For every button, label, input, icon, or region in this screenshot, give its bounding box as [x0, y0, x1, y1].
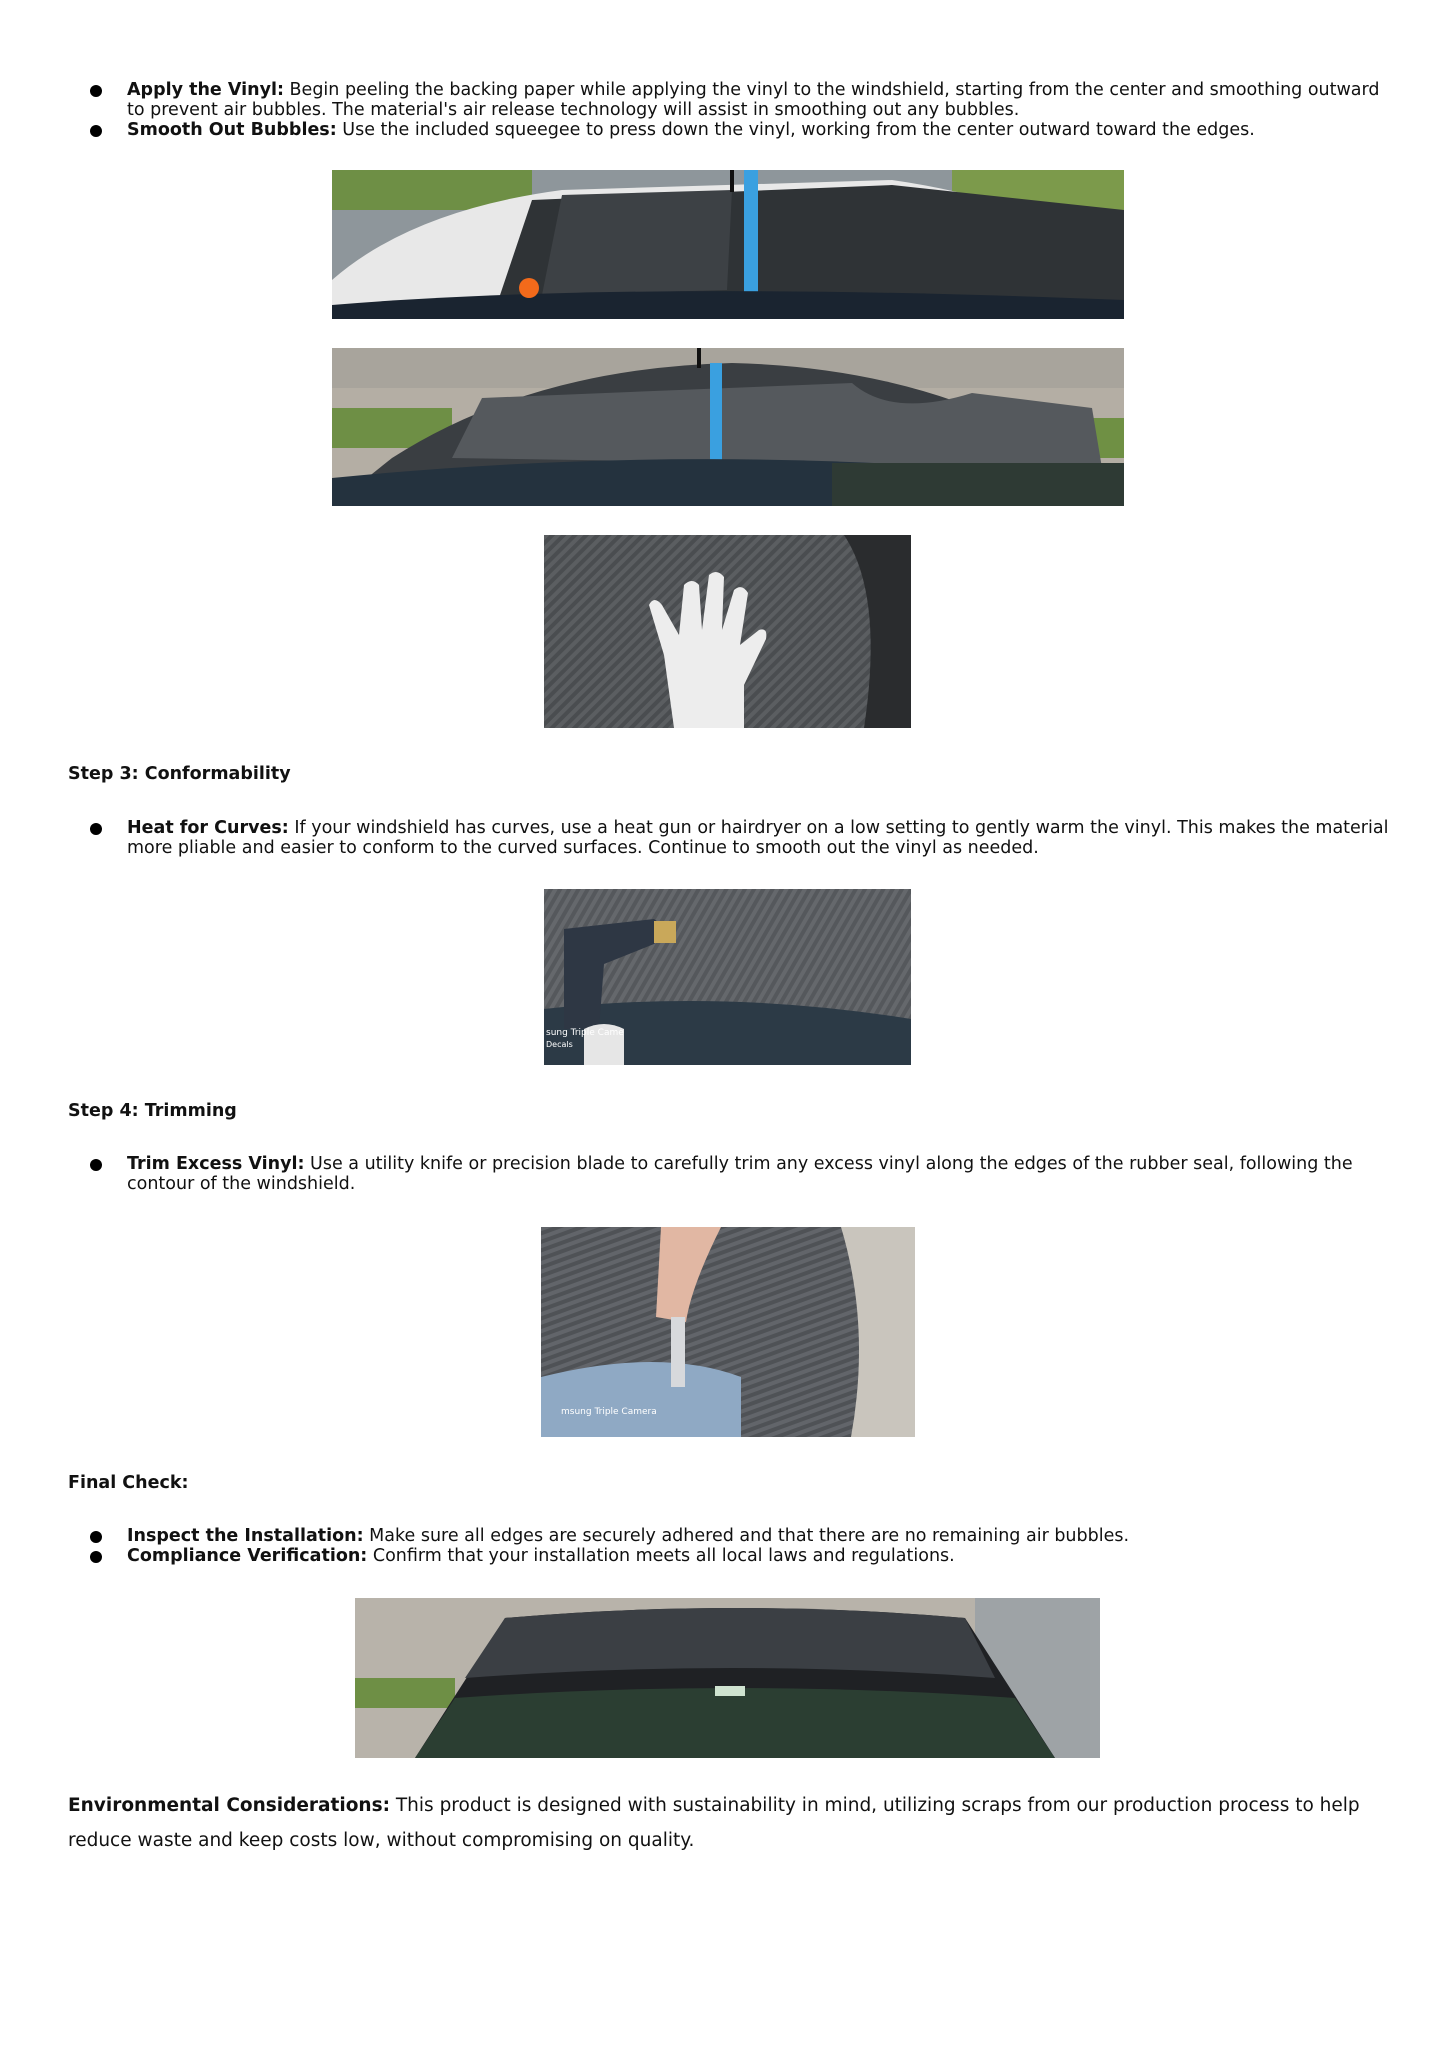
list-item: Apply the Vinyl: Begin peeling the backing paper while applying the vinyl to the windshield, starting from the center and smoothing outward to prevent air bubbles. The material's air release technology will assist in smoothing out any bubbles.	[68, 80, 1398, 120]
final-check-bullets	[68, 1526, 1398, 1566]
final-check-heading: Final Check:	[68, 1473, 189, 1493]
conformability-bullets	[68, 818, 1398, 858]
bullet-icon	[90, 1531, 102, 1543]
list-item: Compliance Verification: Confirm that your installation meets all local laws and regulations.	[68, 1546, 1398, 1566]
step-3-heading: Step 3: Conformability	[68, 764, 291, 784]
list-item: Inspect the Installation: Make sure all edges are securely adhered and that there are no remaining air bubbles.	[68, 1526, 1398, 1546]
bullet-icon	[90, 823, 102, 835]
bullet-icon	[90, 125, 102, 137]
trimming-photo	[541, 1227, 915, 1437]
list-item: Heat for Curves: If your windshield has curves, use a heat gun or hairdryer on a low setting to gently warm the vinyl. This makes the material more pliable and easier to conform to the curved surfaces. Continue to smooth out the vinyl as needed.	[68, 818, 1398, 858]
roof-vinyl-photo-2	[332, 348, 1124, 506]
install-bullets	[68, 80, 1398, 140]
roof-vinyl-photo-1	[332, 170, 1124, 319]
heat-gun-photo	[544, 889, 911, 1065]
photo-watermark: msung Triple Camera	[561, 1407, 657, 1417]
environmental-paragraph: Environmental Considerations: This product is designed with sustainability in mind, utilizing scraps from our production process to help reduce waste and keep costs low, without compromising on quality.	[68, 1795, 1360, 1851]
list-item: Smooth Out Bubbles: Use the included squeegee to press down the vinyl, working from the center outward toward the edges.	[68, 120, 1398, 140]
photo-watermark: sung Triple Came	[546, 1028, 624, 1038]
bullet-icon	[90, 1159, 102, 1171]
list-item: Trim Excess Vinyl: Use a utility knife or precision blade to carefully trim any excess vinyl along the edges of the rubber seal, following the contour of the windshield.	[68, 1154, 1398, 1194]
svg-text:Decals: Decals	[546, 1040, 573, 1049]
finished-install-photo	[355, 1598, 1100, 1758]
trimming-bullets	[68, 1154, 1398, 1194]
step-4-heading: Step 4: Trimming	[68, 1101, 237, 1121]
bullet-icon	[90, 85, 102, 97]
bullet-icon	[90, 1551, 102, 1563]
gloved-hand-photo	[544, 535, 911, 728]
